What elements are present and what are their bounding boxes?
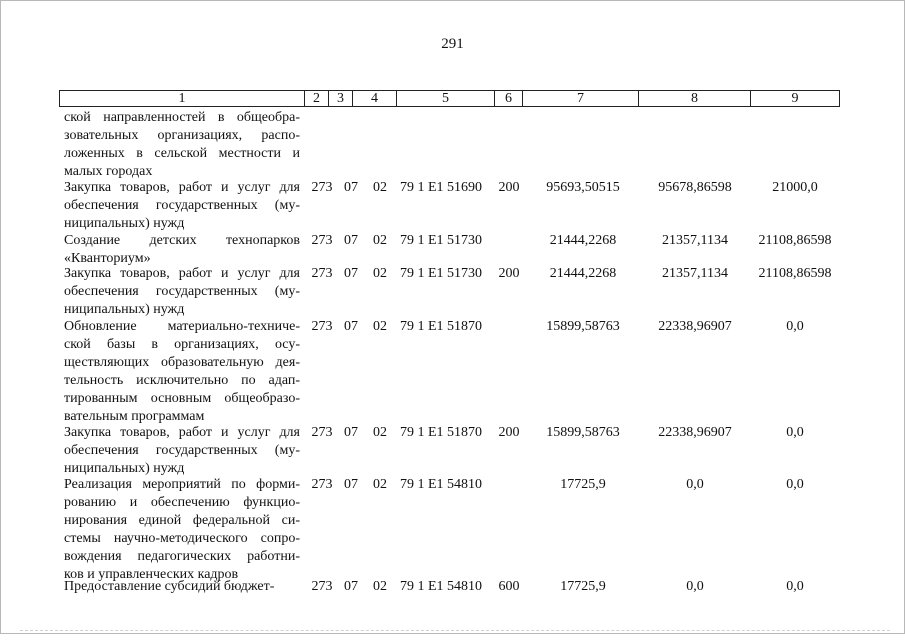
description-line: ществляющих образовательную дея- <box>64 355 300 370</box>
cell-col-9: 21000,0 <box>772 180 818 195</box>
cell-col-3: 07 <box>344 579 358 594</box>
column-header-9: 9 <box>751 90 840 107</box>
cell-col-5: 79 1 E1 51690 <box>400 180 483 195</box>
cell-col-5: 79 1 E1 54810 <box>400 477 483 492</box>
cell-col-2: 273 <box>311 233 333 248</box>
cell-col-7: 15899,58763 <box>546 425 620 440</box>
description-line: ниципальных) нужд <box>64 302 185 317</box>
cell-col-3: 07 <box>344 233 358 248</box>
cell-col-6: 200 <box>498 180 520 195</box>
description-line: зовательных организациях, распо- <box>64 128 300 143</box>
description-line: нирования единой федеральной си- <box>64 513 300 528</box>
cell-col-6: 600 <box>498 579 520 594</box>
description-line: обеспечения государственных (му- <box>64 284 300 299</box>
cell-col-6: 200 <box>498 266 520 281</box>
page-number: 291 <box>441 36 464 52</box>
description-line: Закупка товаров, работ и услуг для <box>64 180 300 195</box>
description-line: малых городах <box>64 164 153 179</box>
column-header-1: 1 <box>59 90 305 107</box>
row-description <box>64 109 300 181</box>
description-line: Предоставление субсидий бюджет- <box>64 579 275 594</box>
cell-col-5: 79 1 E1 51870 <box>400 319 483 334</box>
cell-col-4: 02 <box>373 477 387 492</box>
description-line: ниципальных) нужд <box>64 216 185 231</box>
cell-col-6: 200 <box>498 425 520 440</box>
cell-col-7: 21444,2268 <box>549 266 617 281</box>
row-description <box>64 179 300 233</box>
cell-col-4: 02 <box>373 266 387 281</box>
cell-col-3: 07 <box>344 266 358 281</box>
cell-col-2: 273 <box>311 579 333 594</box>
cell-col-9: 0,0 <box>786 319 804 334</box>
row-description <box>64 424 300 478</box>
description-line: ков и управленческих кадров <box>64 567 239 582</box>
cell-col-7: 95693,50515 <box>546 180 620 195</box>
cell-col-4: 02 <box>373 319 387 334</box>
description-line: ской направленностей в общеобра- <box>64 110 300 125</box>
row-description <box>64 318 300 426</box>
cell-col-8: 21357,1134 <box>662 266 728 281</box>
cell-col-3: 07 <box>344 477 358 492</box>
description-line: обеспечения государственных (му- <box>64 198 300 213</box>
column-header-8: 8 <box>639 90 751 107</box>
cell-col-8: 21357,1134 <box>662 233 728 248</box>
cell-col-4: 02 <box>373 180 387 195</box>
cell-col-7: 15899,58763 <box>546 319 620 334</box>
cell-col-3: 07 <box>344 319 358 334</box>
description-line: ложенных в сельской местности и <box>64 146 300 161</box>
description-line: Обновление материально-техниче- <box>64 319 300 334</box>
cell-col-2: 273 <box>311 477 333 492</box>
description-line: Реализация мероприятий по форми- <box>64 477 300 492</box>
cell-col-5: 79 1 E1 54810 <box>400 579 483 594</box>
row-description <box>64 476 300 584</box>
column-header-5: 5 <box>397 90 495 107</box>
description-line: Закупка товаров, работ и услуг для <box>64 425 300 440</box>
row-description <box>64 578 300 596</box>
column-header-4: 4 <box>353 90 397 107</box>
cell-col-8: 0,0 <box>686 579 704 594</box>
row-description <box>64 265 300 319</box>
cell-col-5: 79 1 E1 51730 <box>400 266 483 281</box>
cell-col-9: 0,0 <box>786 477 804 492</box>
description-line: тированным основным общеобразо- <box>64 391 300 406</box>
description-line: «Кванториум» <box>64 251 151 266</box>
scan-edge <box>20 630 890 631</box>
column-header-7: 7 <box>523 90 639 107</box>
cell-col-2: 273 <box>311 319 333 334</box>
description-line: вождения педагогических работни- <box>64 549 300 564</box>
description-line: обеспечения государственных (му- <box>64 443 300 458</box>
cell-col-3: 07 <box>344 180 358 195</box>
column-header-3: 3 <box>329 90 353 107</box>
description-line: вательным программам <box>64 409 205 424</box>
cell-col-2: 273 <box>311 266 333 281</box>
cell-col-7: 17725,9 <box>560 579 606 594</box>
row-description <box>64 232 300 268</box>
cell-col-3: 07 <box>344 425 358 440</box>
cell-col-9: 21108,86598 <box>758 233 832 248</box>
cell-col-4: 02 <box>373 425 387 440</box>
cell-col-4: 02 <box>373 233 387 248</box>
cell-col-2: 273 <box>311 425 333 440</box>
cell-col-9: 0,0 <box>786 579 804 594</box>
description-line: Закупка товаров, работ и услуг для <box>64 266 300 281</box>
cell-col-7: 21444,2268 <box>549 233 617 248</box>
description-line: ниципальных) нужд <box>64 461 185 476</box>
cell-col-8: 22338,96907 <box>658 425 732 440</box>
cell-col-8: 0,0 <box>686 477 704 492</box>
cell-col-8: 95678,86598 <box>658 180 732 195</box>
cell-col-9: 0,0 <box>786 425 804 440</box>
cell-col-2: 273 <box>311 180 333 195</box>
cell-col-5: 79 1 E1 51870 <box>400 425 483 440</box>
description-line: ской базы в организациях, осу- <box>64 337 300 352</box>
cell-col-4: 02 <box>373 579 387 594</box>
description-line: рованию и обеспечению функцио- <box>64 495 300 510</box>
column-header-2: 2 <box>305 90 329 107</box>
cell-col-8: 22338,96907 <box>658 319 732 334</box>
cell-col-9: 21108,86598 <box>758 266 832 281</box>
description-line: тельность исключительно по адап- <box>64 373 300 388</box>
description-line: Создание детских технопарков <box>64 233 300 248</box>
column-header-6: 6 <box>495 90 523 107</box>
cell-col-5: 79 1 E1 51730 <box>400 233 483 248</box>
description-line: стемы научно-методического сопро- <box>64 531 300 546</box>
cell-col-7: 17725,9 <box>560 477 606 492</box>
